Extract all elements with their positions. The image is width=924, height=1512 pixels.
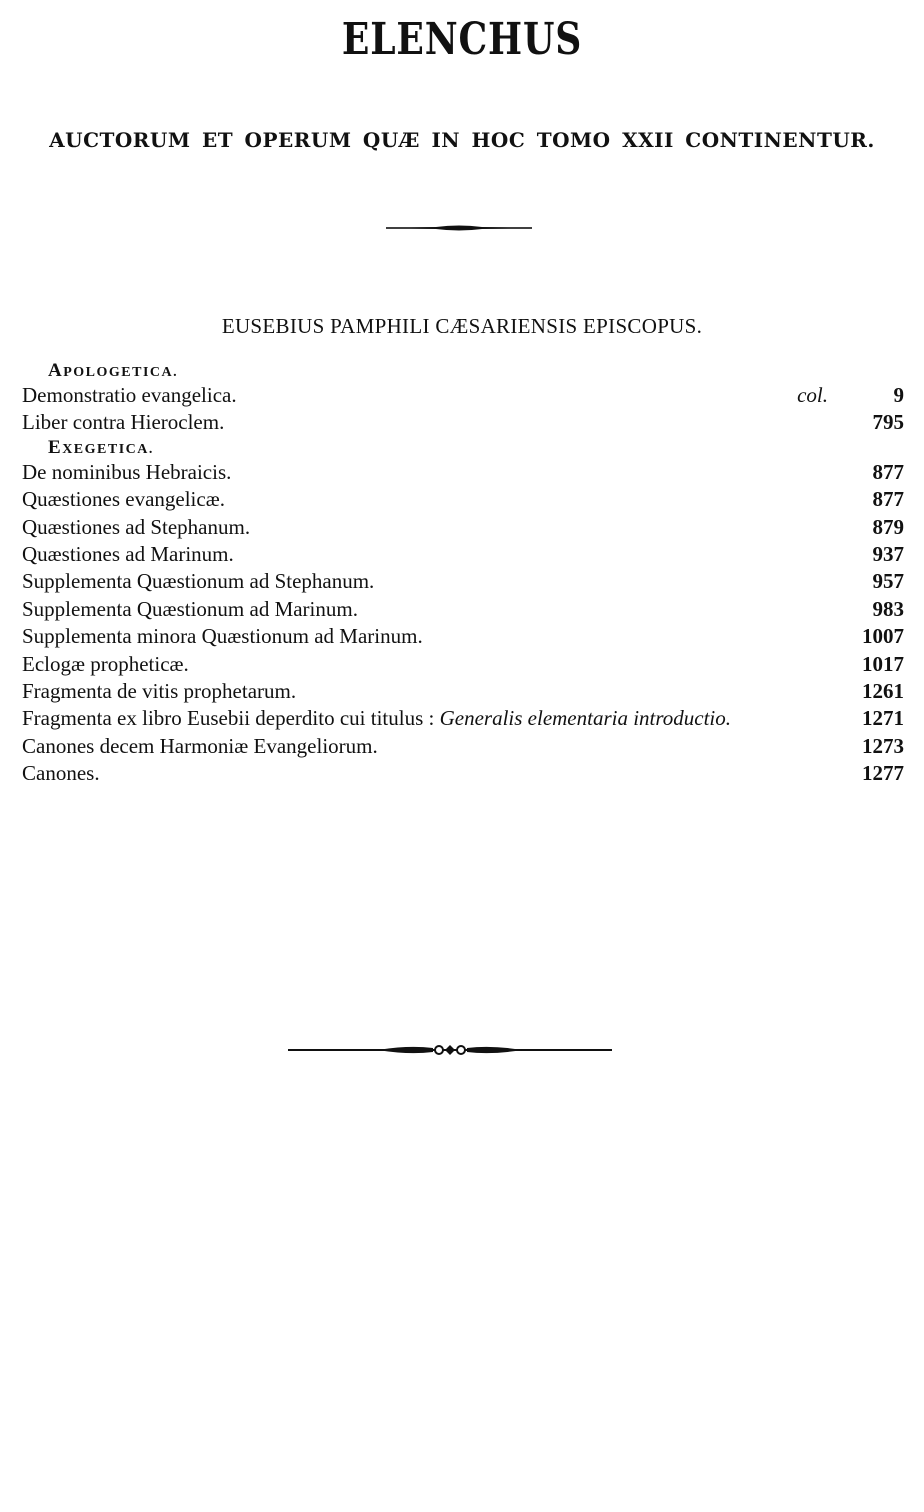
entry-title: Fragmenta ex libro Eusebii deperdito cui titulus : Generalis elementaria introductio. (22, 706, 732, 731)
toc-entry (22, 514, 904, 541)
section-heading-exegetica: EXEGETICA. (48, 436, 154, 458)
entry-page: 957 (872, 569, 904, 594)
entry-page: 1261 (862, 678, 904, 703)
entry-page: 937 (872, 541, 904, 566)
entry-title: Quæstiones ad Stephanum. (22, 514, 251, 539)
entry-title: Quæstiones evangelicæ. (22, 487, 225, 512)
entry-page: 1007 (862, 624, 904, 649)
entry-title: Liber contra Hieroclem. (22, 410, 225, 435)
entry-title: Eclogæ propheticæ. (22, 651, 189, 676)
entry-title: Supplementa Quæstionum ad Stephanum. (22, 569, 375, 594)
table-of-contents (22, 360, 904, 787)
toc-entry (22, 678, 904, 705)
section-heading-apologetica: APOLOGETICA. (48, 360, 179, 381)
entry-page: 879 (872, 514, 904, 539)
author-heading: EUSEBIUS PAMPHILI CÆSARIENSIS EPISCOPUS. (221, 314, 703, 338)
toc-entry (22, 486, 904, 513)
entry-page: 1271 (862, 706, 904, 731)
main-title: ELENCHUS (341, 14, 583, 65)
toc-entry (22, 596, 904, 623)
entry-title: Supplementa minora Quæstionum ad Marinum. (22, 624, 423, 649)
entry-page: 795 (872, 410, 904, 435)
entry-title: Quæstiones ad Marinum. (22, 541, 234, 566)
toc-entry (22, 760, 904, 787)
toc-entry (22, 651, 904, 678)
toc-entry (22, 409, 904, 436)
ornamental-rule-top (386, 222, 532, 234)
entry-page: 877 (872, 459, 904, 484)
entry-page: 1273 (862, 733, 904, 758)
ornamental-rule-bottom (288, 1040, 612, 1060)
entry-title: De nominibus Hebraicis. (22, 459, 232, 484)
entry-page: 1277 (862, 761, 904, 786)
entry-page: 877 (872, 487, 904, 512)
toc-entry (22, 733, 904, 760)
toc-entry (22, 705, 904, 732)
toc-entry (22, 459, 904, 486)
entry-title: Canones decem Harmoniæ Evangeliorum. (22, 733, 378, 758)
subtitle: AUCTORUM ET OPERUM QUÆ IN HOC TOMO XXII CONTINENTUR. (49, 128, 875, 152)
toc-entry (22, 541, 904, 568)
entry-title: Canones. (22, 761, 100, 786)
entry-page: 1017 (862, 651, 904, 676)
entry-page: 983 (872, 596, 904, 621)
entry-title: Fragmenta de vitis prophetarum. (22, 678, 297, 703)
entry-page: 9 (893, 383, 904, 407)
toc-entry (22, 382, 904, 409)
entry-title: Supplementa Quæstionum ad Marinum. (22, 596, 358, 621)
entry-title: Demonstratio evangelica. (22, 383, 237, 407)
col-label: col. (797, 383, 828, 407)
toc-entry (22, 623, 904, 650)
toc-entry (22, 568, 904, 595)
